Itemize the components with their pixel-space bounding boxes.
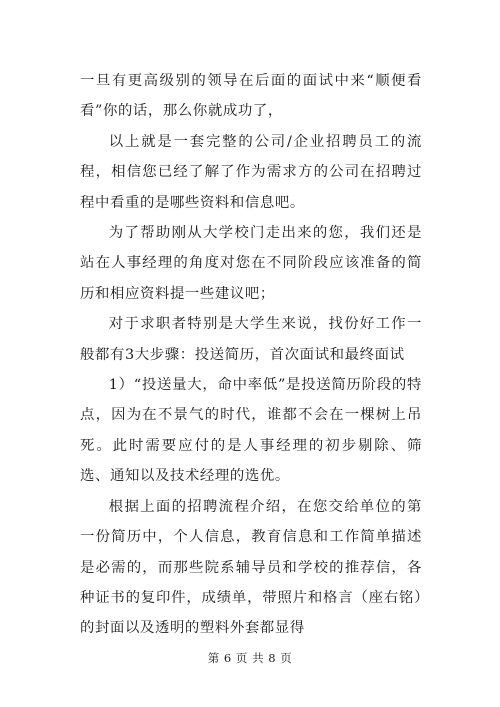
paragraph-1: 一旦有更高级别的领导在后面的面试中来“顺便看看”你的话，那么你就成功了，	[80, 73, 422, 120]
page-number-footer: 第 6 页 共 8 页	[207, 651, 293, 665]
paragraph-5: 1）“投送量大，命中率低”是投送简历阶段的特点，因为在不景气的时代，谁都不会在一棵树上吊死。此时需要应付的是人事经理的初步剔除、筛选、通知以及技术经理的选优。	[80, 377, 422, 485]
paragraph-6: 根据上面的招聘流程介绍，在您交给单位的第一份简历中，个人信息，教育信息和工作简单描述是必需的，而那些院系辅导员和学校的推荐信，各种证书的复印件，成绩单，带照片和格言（座右铭）的封面以及透明的塑料外套都显得	[80, 498, 422, 637]
paragraph-2: 以上就是一套完整的公司/企业招聘员工的流程，相信您已经了解了作为需求方的公司在招聘过程中看重的是哪些资料和信息吧。	[80, 133, 422, 211]
paragraph-3: 为了帮助刚从大学校门走出来的您，我们还是站在人事经理的角度对您在不同阶段应该准备的简历和相应资料提一些建议吧；	[80, 225, 422, 302]
body-text	[80, 66, 422, 644]
paragraph-4: 对于求职者特别是大学生来说，找份好工作一般都有3大步骤：投送简历，首次面试和最终面试	[80, 316, 422, 363]
